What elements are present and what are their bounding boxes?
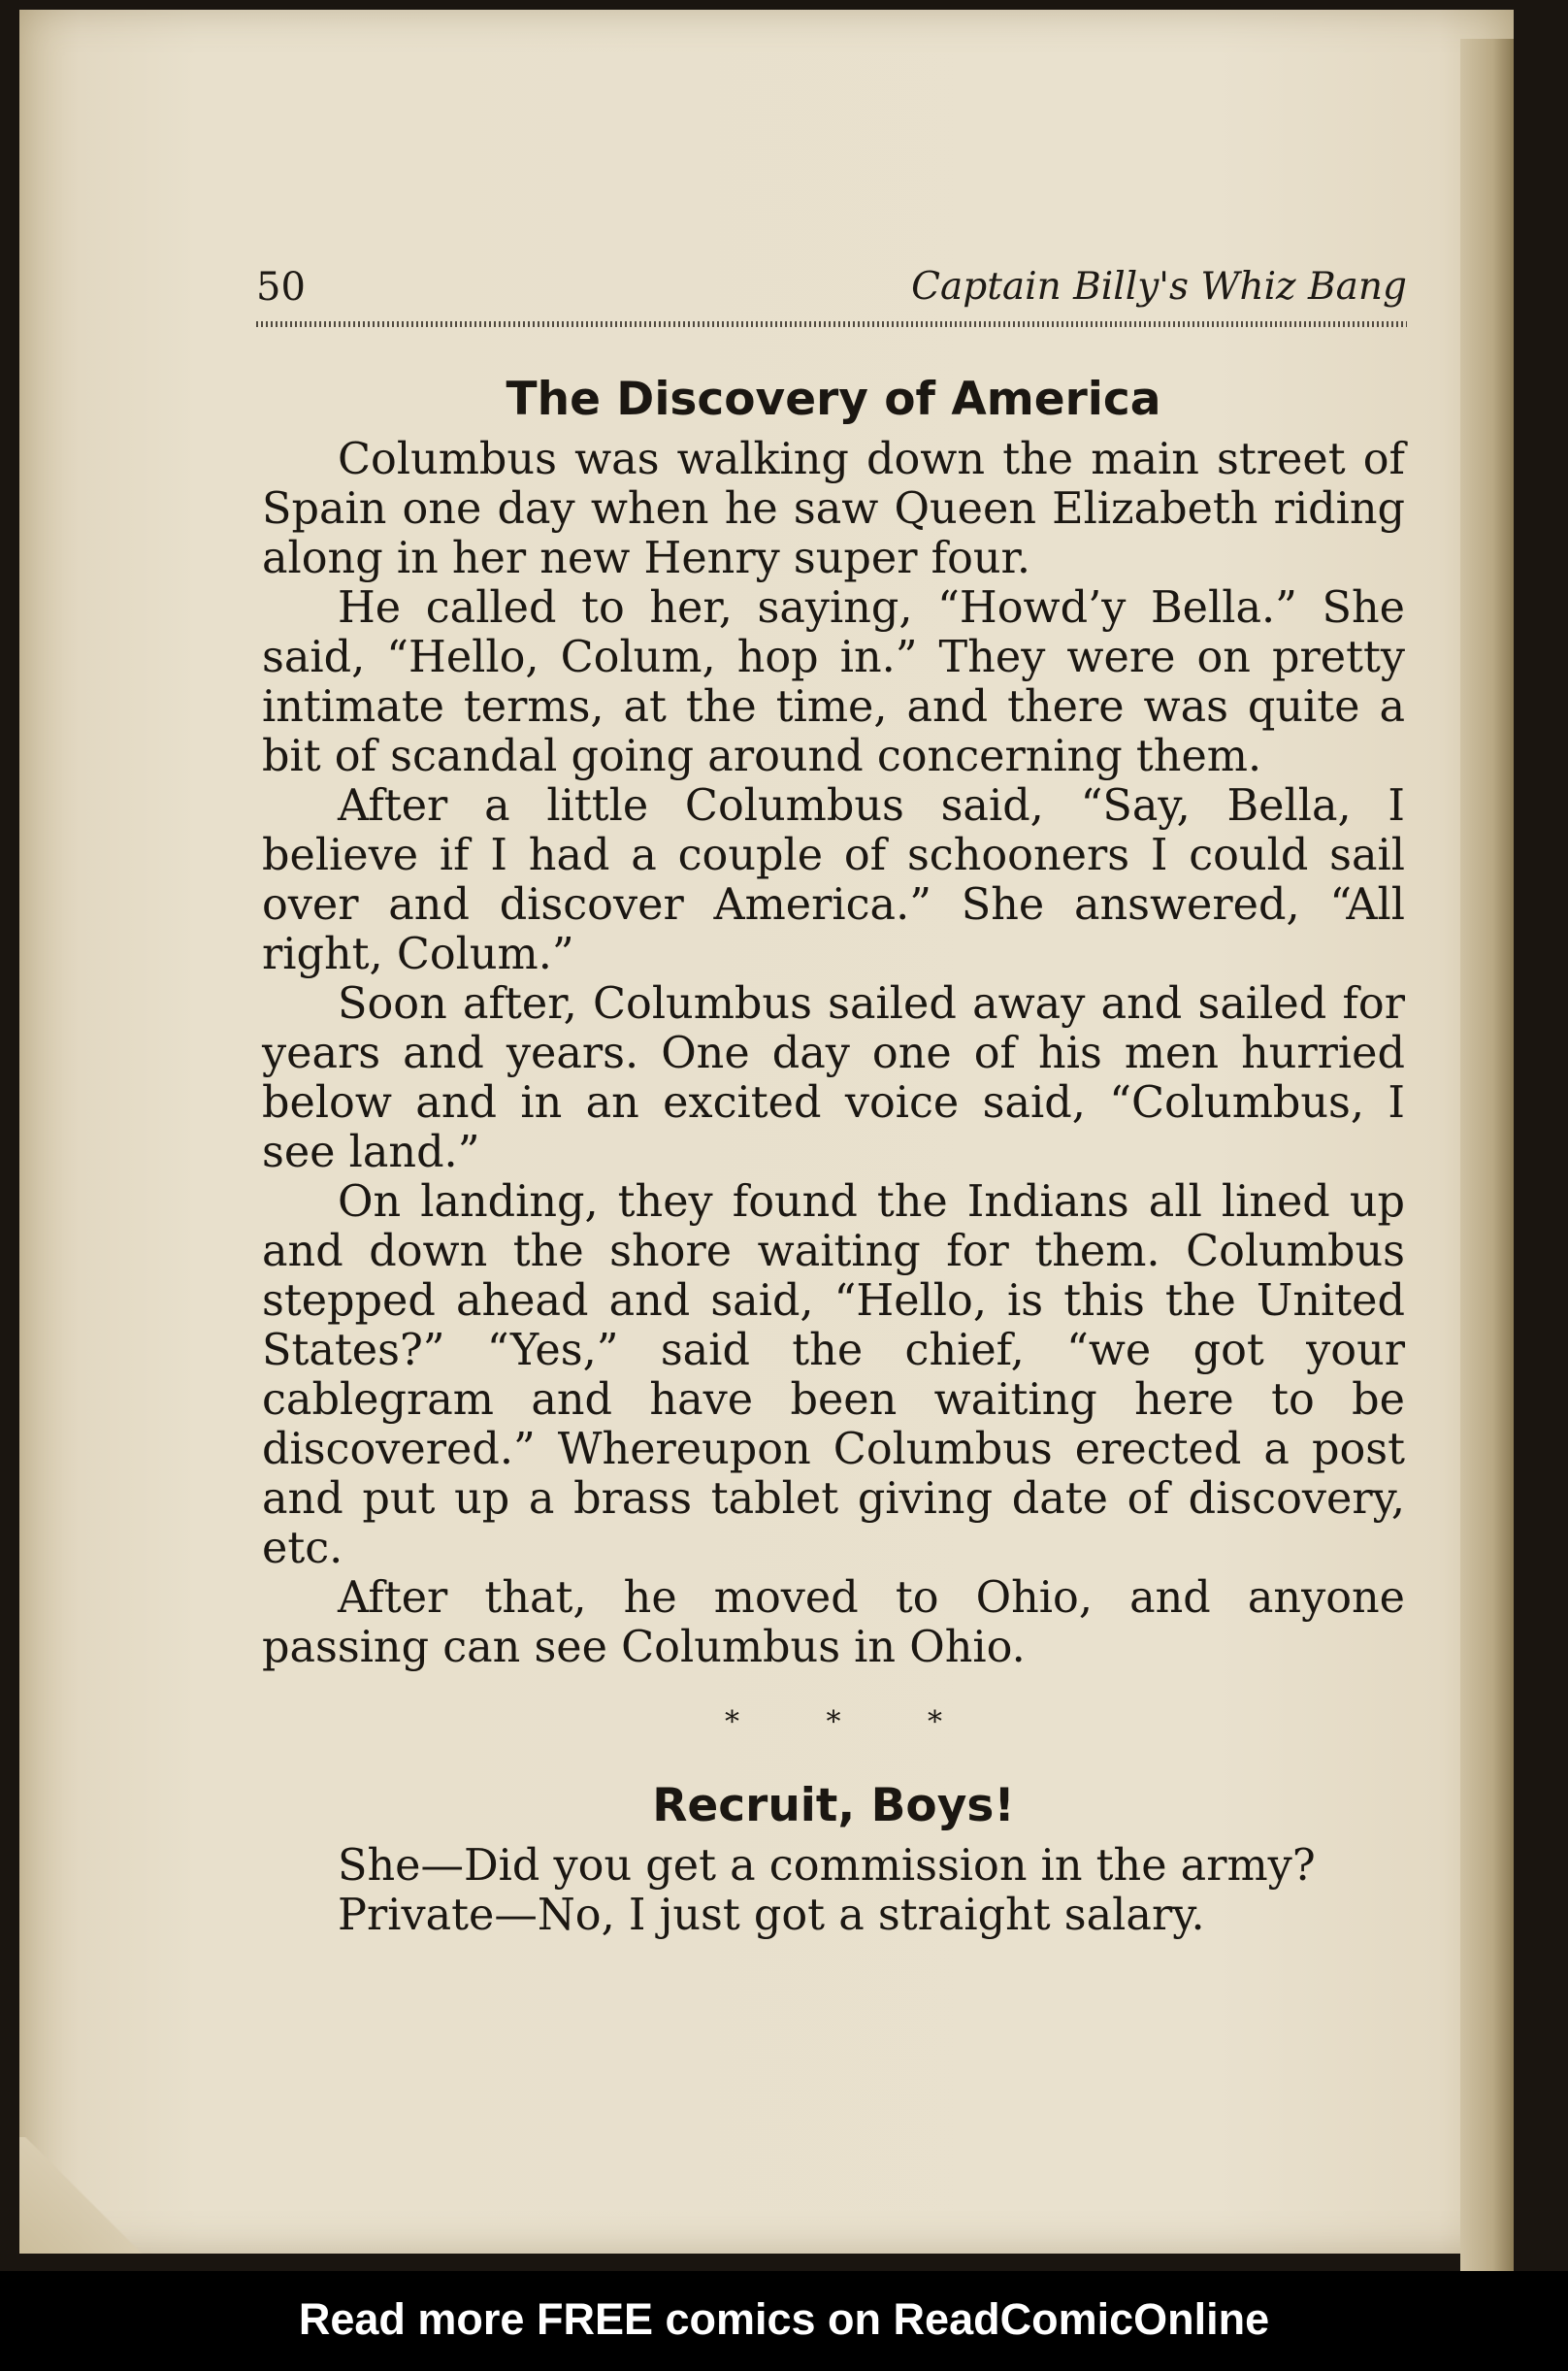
joke-title: Recruit, Boys! — [652, 1779, 1015, 1832]
article-column — [262, 369, 1405, 1940]
paragraph: Soon after, Columbus sailed away and sailed for years and years. One day one of his men hurried below and in an excited voice said, “Columbus, I see land.” — [262, 979, 1405, 1177]
page-header — [243, 265, 1407, 323]
section-separator: * * * — [724, 1705, 982, 1739]
page-edge — [1460, 39, 1514, 2271]
paragraph: After a little Columbus said, “Say, Bella, I believe if I had a couple of schooners I could sail over and discover America.” She answered, “All right, Colum.” — [262, 781, 1405, 979]
joke-line: Private—No, I just got a straight salary. — [338, 1891, 1205, 1940]
paragraph: Columbus was walking down the main street of Spain one day when he saw Queen Elizabeth riding along in her new Henry super four. — [262, 435, 1405, 583]
page-number: 50 — [256, 265, 306, 310]
article-title: The Discovery of America — [506, 373, 1161, 426]
header-rule — [256, 321, 1407, 327]
joke-line: She—Did you get a commission in the army? — [338, 1841, 1316, 1891]
worn-corner — [19, 2137, 146, 2254]
paragraph: On landing, they found the Indians all lined up and down the shore waiting for them. Columbus stepped ahead and said, “Hello, is this the United States?” “Yes,” said the chief, “we got your cablegram and have been waiting here to be discovered.” Whereupon Columbus erected a post and put up a brass tablet giving date of discovery, etc. — [262, 1177, 1405, 1573]
promo-banner[interactable]: Read more FREE comics on ReadComicOnline — [0, 2271, 1568, 2371]
paragraph: After that, he moved to Ohio, and anyone passing can see Columbus in Ohio. — [262, 1573, 1405, 1672]
running-title: Captain Billy's Whiz Bang — [911, 265, 1407, 309]
paragraph: He called to her, saying, “Howd’y Bella.” She said, “Hello, Colum, hop in.” They were on pretty intimate terms, at the time, and there was quite a bit of scandal going around concerning them. — [262, 583, 1405, 781]
